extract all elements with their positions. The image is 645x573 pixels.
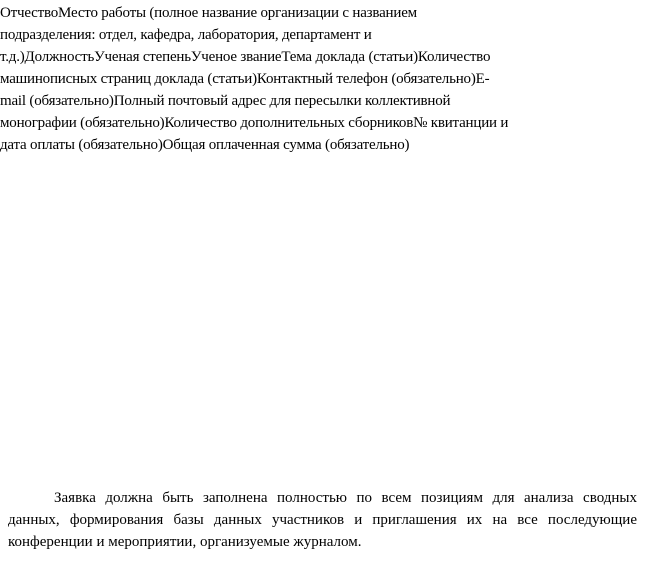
form-fields-line: ОтчествоМесто работы (полное название организации с названием — [0, 5, 417, 21]
note-line: Заявка должна быть заполнена полностью по всем позициям для анализа сводных — [54, 490, 637, 506]
form-fields-line: подразделения: отдел, кафедра, лаборатория, департамент и — [0, 27, 372, 43]
note-line: конференции и мероприятии, организуемые журналом. — [8, 534, 362, 550]
form-fields-line: монографии (обязательно)Количество дополнительных сборников№ квитанции и — [0, 115, 509, 131]
application-note — [8, 487, 637, 553]
form-fields-text — [0, 2, 560, 156]
note-line: данных, формирования базы данных участников и приглашения их на все последующие — [8, 512, 637, 528]
form-fields-line: mail (обязательно)Полный почтовый адрес для пересылки коллективной — [0, 93, 451, 109]
form-fields-line: т.д.)ДолжностьУченая степеньУченое званиеТема доклада (статьи)Количество — [0, 49, 491, 65]
form-fields-line: дата оплаты (обязательно)Общая оплаченная сумма (обязательно) — [0, 137, 410, 153]
form-fields-line: машинописных страниц доклада (статьи)Контактный телефон (обязательно)E- — [0, 71, 490, 87]
